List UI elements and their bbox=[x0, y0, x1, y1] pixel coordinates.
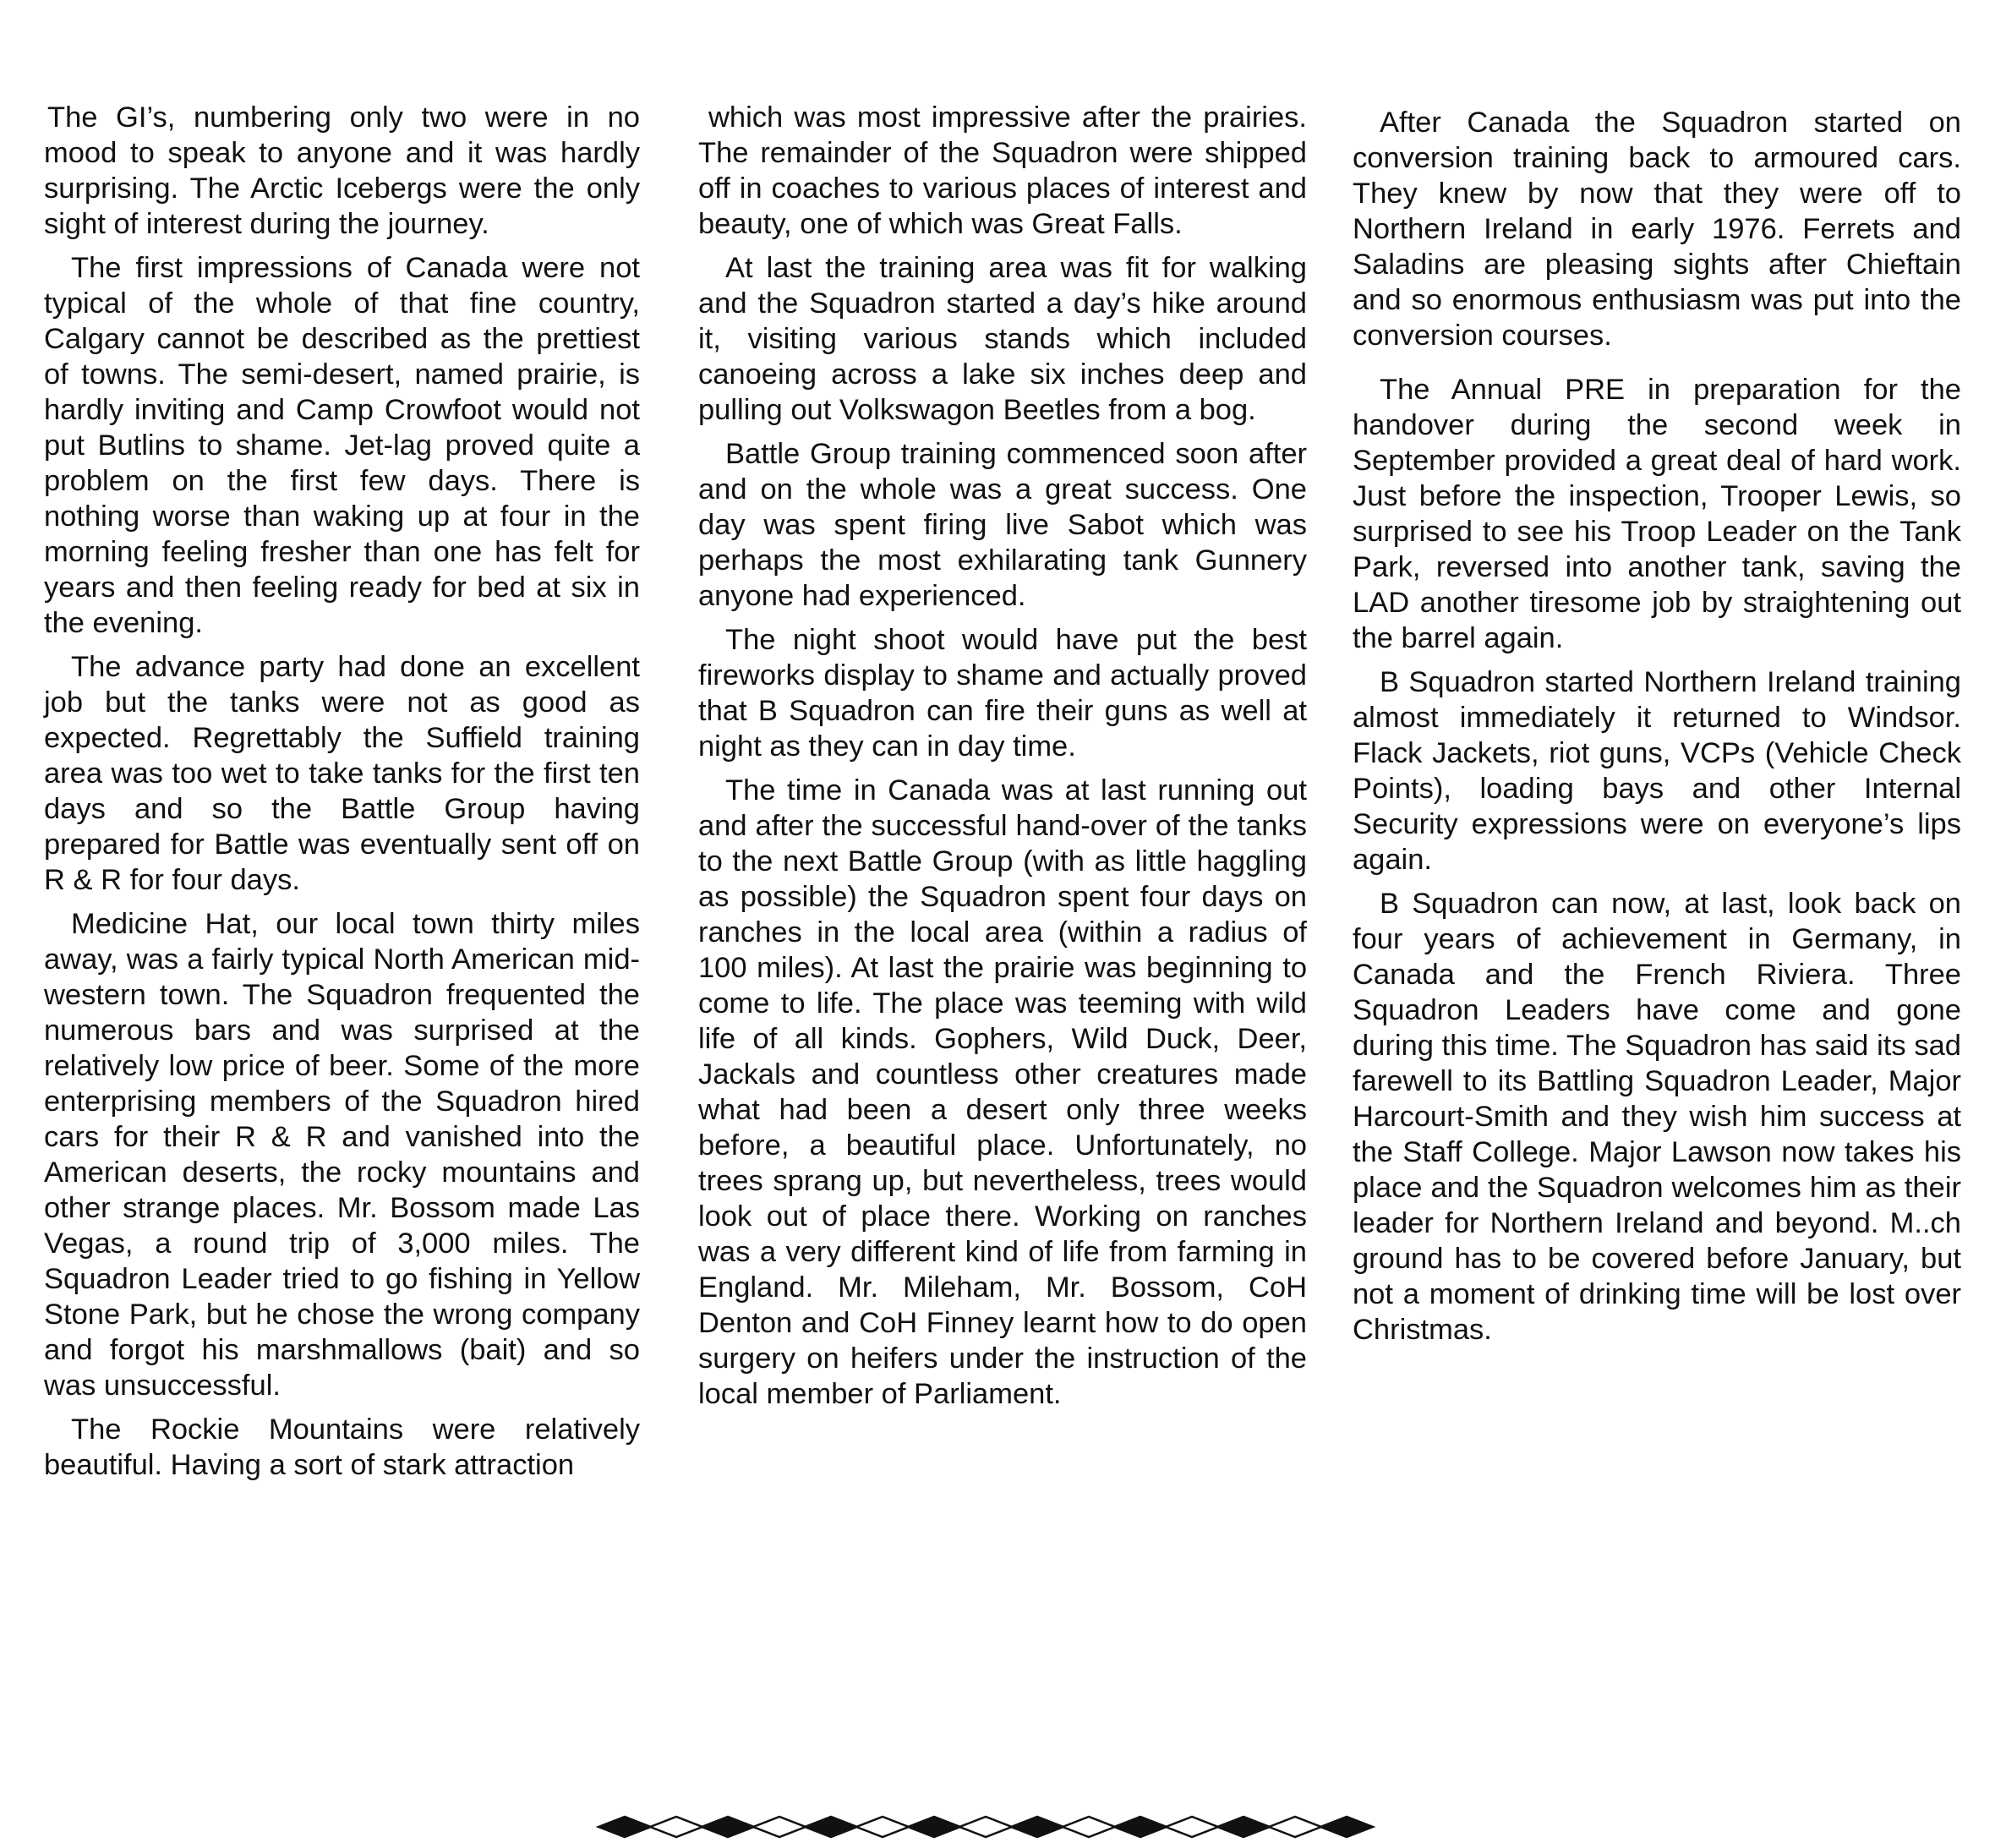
paragraph: After Canada the Squadron started on conversion training back to armoured cars. They knew by now that they were off to Northern Ireland in early 1976. Ferrets and Saladins are pleasing sights after Chieftain and so enormous enthusiasm was put into the conversion courses. bbox=[1353, 107, 1961, 352]
outline-diamond-icon bbox=[959, 1817, 1012, 1837]
paragraph: The GI’s, numbering only two were in no mood to speak to anyone and it was hardly surprising. The Arctic Icebergs were the only sight of interest during the journey. bbox=[44, 101, 640, 240]
article-column-3 bbox=[1353, 105, 1961, 1356]
paragraph: The night shoot would have put the best fireworks display to shame and actually proved that B Squadron can fire their guns as well at night as they can in day time. bbox=[698, 624, 1307, 763]
paragraph: The Annual PRE in preparation for the handover during the second week in September provided a great deal of hard work. Just before the inspection, Trooper Lewis, so surprised to see his Troop Leader on the Tank Park, reversed into another tank, saving the LAD another tiresome job by straightening out the barrel again. bbox=[1353, 374, 1961, 654]
outline-diamond-icon bbox=[1269, 1817, 1321, 1837]
outline-diamond-icon bbox=[1063, 1817, 1115, 1837]
filled-diamond-icon bbox=[1114, 1817, 1167, 1837]
outline-diamond-icon bbox=[753, 1817, 806, 1837]
filled-diamond-icon bbox=[1320, 1817, 1373, 1837]
paragraph: The advance party had done an excellent job but the tanks were not as good as expected. Regrettably the Suffield training area was too wet to take tanks for the first ten days and so the Battle Group having prepared for Battle was eventually sent off on R & R for four days. bbox=[44, 651, 640, 896]
outline-diamond-icon bbox=[650, 1817, 702, 1837]
paragraph: At last the training area was fit for walking and the Squadron started a day’s hike around it, visiting various stands which included canoeing across a lake six inches deep and pulling out Volkswagon Beetles from a bog. bbox=[698, 252, 1307, 426]
article-column-2 bbox=[698, 100, 1307, 1420]
filled-diamond-icon bbox=[599, 1817, 651, 1837]
paragraph: The time in Canada was at last running out and after the successful hand-over of the tanks to the next Battle Group (with as little haggling as possible) the Squadron spent four days on ranches in the local area (within a radius of 100 miles). At last the prairie was beginning to come to life. The place was teeming with wild life of all kinds. Gophers, Wild Duck, Deer, Jackals and countless other creatures made what had been a desert only three weeks before, a beautiful place. Unfortunately, no trees sprang up, but nevertheless, trees would look out of place there. Working on ranches was a very different kind of life from farming in England. Mr. Mileham, Mr. Bossom, CoH Denton and CoH Finney learnt how to do open surgery on heifers under the instruction of the local member of Parliament. bbox=[698, 774, 1307, 1410]
paragraph: B Squadron can now, at last, look back on four years of achievement in Germany, in Canada and the French Riviera. Three Squadron Leaders have come and gone during this time. The Squadron has said its sad farewell to its Battling Squadron Leader, Major Harcourt-Smith and they wish him success at the Staff College. Major Lawson now takes his place and the Squadron welcomes him as their leader for Northern Ireland and beyond. M..ch ground has to be covered before January, but not a moment of drinking time will be lost over Christmas. bbox=[1353, 888, 1961, 1346]
filled-diamond-icon bbox=[702, 1817, 754, 1837]
filled-diamond-icon bbox=[908, 1817, 960, 1837]
filled-diamond-icon bbox=[1217, 1817, 1270, 1837]
paragraph: Medicine Hat, our local town thirty miles away, was a fairly typical North American mid-western town. The Squadron frequented the numerous bars and was surprised at the relatively low price of beer. Some of the more enterprising members of the Squadron hired cars for their R & R and vanished into the American deserts, the rocky mountains and other strange places. Mr. Bossom made Las Vegas, a round trip of 3,000 miles. The Squadron Leader tried to go fishing in Yellow Stone Park, but he chose the wrong company and forgot his marshmallows (bait) and so was unsuccessful. bbox=[44, 908, 640, 1402]
outline-diamond-icon bbox=[856, 1817, 909, 1837]
outline-diamond-icon bbox=[1166, 1817, 1218, 1837]
paragraph: which was most impressive after the prairies. The remainder of the Squadron were shipped off in coaches to various places of interest and beauty, one of which was Great Falls. bbox=[698, 101, 1307, 240]
paragraph: The Rockie Mountains were relatively beautiful. Having a sort of stark attraction bbox=[44, 1413, 640, 1481]
filled-diamond-icon bbox=[1011, 1817, 1063, 1837]
article-column-1 bbox=[44, 100, 640, 1491]
diamond-chain-divider-icon bbox=[592, 1807, 1378, 1846]
filled-diamond-icon bbox=[805, 1817, 857, 1837]
paragraph: B Squadron started Northern Ireland training almost immediately it returned to Windsor. Flack Jackets, riot guns, VCPs (Vehicle Check Points), loading bays and other Internal Security expressions were on everyone’s lips again. bbox=[1353, 666, 1961, 876]
paragraph: Battle Group training commenced soon after and on the whole was a great success. One day was spent firing live Sabot which was perhaps the most exhilarating tank Gunnery anyone had experienced. bbox=[698, 438, 1307, 612]
paragraph: The first impressions of Canada were not typical of the whole of that fine country, Calgary cannot be described as the prettiest of towns. The semi-desert, named prairie, is hardly inviting and Camp Crowfoot would not put Butlins to shame. Jet-lag proved quite a problem on the first few days. There is nothing worse than waking up at four in the morning feeling fresher than one has felt for years and then feeling ready for bed at six in the evening. bbox=[44, 252, 640, 639]
